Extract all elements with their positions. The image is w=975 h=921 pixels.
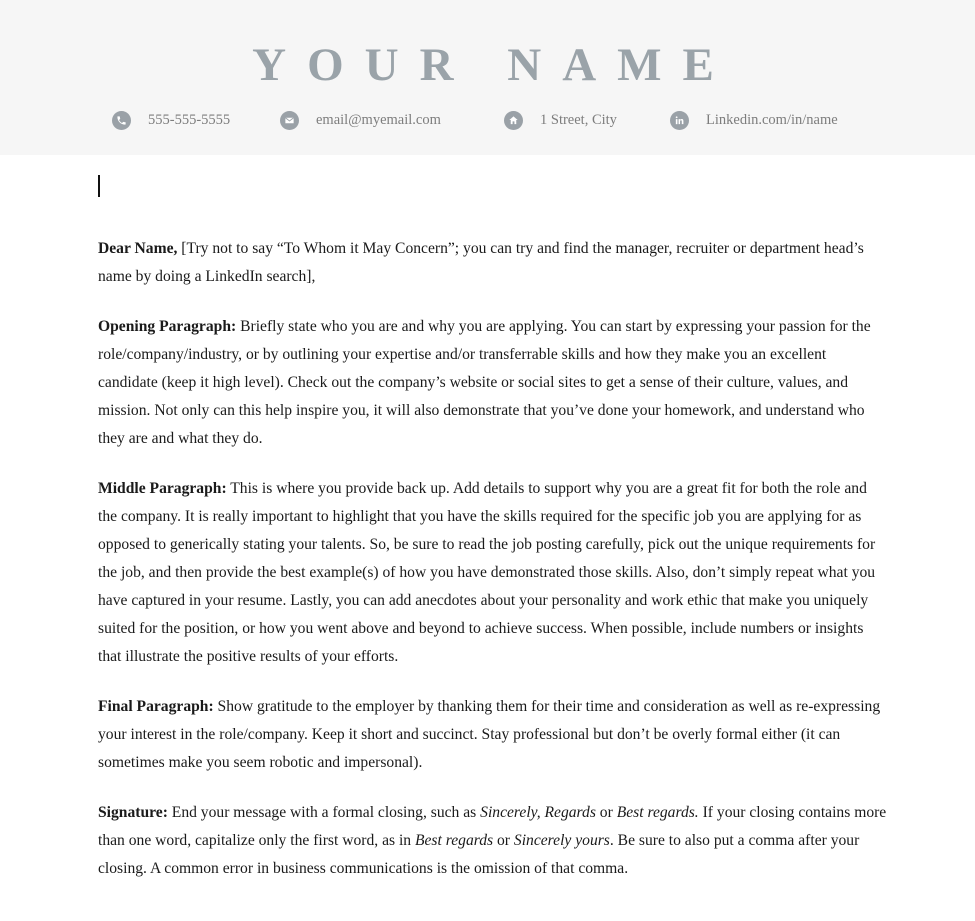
salutation-paragraph[interactable] (98, 235, 888, 291)
contact-email[interactable] (280, 109, 441, 131)
signature-text-2: or (595, 804, 617, 821)
header-band (0, 0, 975, 155)
contact-address-text: 1 Street, City (540, 111, 617, 128)
contact-address[interactable] (504, 109, 617, 131)
salutation-label: Dear Name, (98, 240, 178, 257)
signature-italic-2: Best regards. (616, 804, 699, 821)
signature-italic-3: Best regards (414, 832, 494, 849)
linkedin-icon (670, 111, 689, 130)
signature-paragraph[interactable] (98, 799, 888, 883)
opening-text: Briefly state who you are and why you are applying. You can start by expressing your passion for the role/company/industry, or by outlining your expertise and/or transferrable skills and how they make you an excellent candidate (keep it high level). Check out the company’s website or social sites to get a sense of their culture, values, and mission. Not only can this help inspire you, it will also demonstrate that you’ve done your homework, and understand who they are and what they do. (98, 318, 871, 447)
home-icon (504, 111, 523, 130)
contact-phone-text: 555-555-5555 (148, 111, 231, 128)
signature-italic-4: Sincerely yours (513, 832, 610, 849)
contact-phone[interactable] (112, 109, 230, 131)
middle-paragraph[interactable] (98, 475, 888, 671)
final-label: Final Paragraph: (98, 698, 214, 715)
signature-text-4: or (493, 832, 514, 849)
email-icon (280, 111, 299, 130)
salutation-text: [Try not to say “To Whom it May Concern”; you can try and find the manager, recruiter or department head’s name by doing a LinkedIn search], (98, 240, 864, 285)
signature-text-5: . Be sure to also put a comma after your closing. A common error in business communications is the omission of that comma. (98, 832, 860, 877)
contact-linkedin-text: Linkedin.com/in/name (706, 111, 838, 128)
middle-text: This is where you provide back up. Add details to support why you are a great fit for both the role and the company. It is really important to highlight that you have the skills required for the specific job you are applying for as opposed to generically stating your talents. So, be sure to read the job posting carefully, pick out the unique requirements for the job, and then provide the best example(s) of how you have demonstrated those skills. Also, don’t simply repeat what you have captured in your resume. Lastly, you can add anecdotes about your personality and work ethic that make you uniquely suited for the position, or how you went above and beyond to achieve success. When possible, include numbers or insights that illustrate the positive results of your efforts. (98, 480, 876, 665)
contact-linkedin[interactable] (670, 109, 838, 131)
signature-label: Signature: (98, 804, 168, 821)
signature-italic-1: Sincerely, Regards (480, 804, 596, 821)
final-paragraph[interactable] (98, 693, 888, 777)
final-text: Show gratitude to the employer by thanking them for their time and consideration as well as re-expressing your interest in the role/company. Keep it short and succinct. Stay professional but don’t be overly formal either (it can sometimes make you seem robotic and impersonal). (98, 698, 881, 771)
contact-email-text: email@myemail.com (316, 111, 441, 128)
middle-label: Middle Paragraph: (98, 480, 227, 497)
phone-icon (112, 111, 131, 130)
letter-body[interactable] (98, 235, 888, 905)
opening-label: Opening Paragraph: (98, 318, 237, 335)
your-name-heading[interactable]: YOUR NAME (252, 39, 735, 91)
signature-text-1: End your message with a formal closing, such as (167, 804, 481, 821)
signature-text-3: If your closing contains more than one word, capitalize only the first word, as in (98, 804, 887, 849)
opening-paragraph[interactable] (98, 313, 888, 453)
text-cursor (98, 175, 100, 197)
